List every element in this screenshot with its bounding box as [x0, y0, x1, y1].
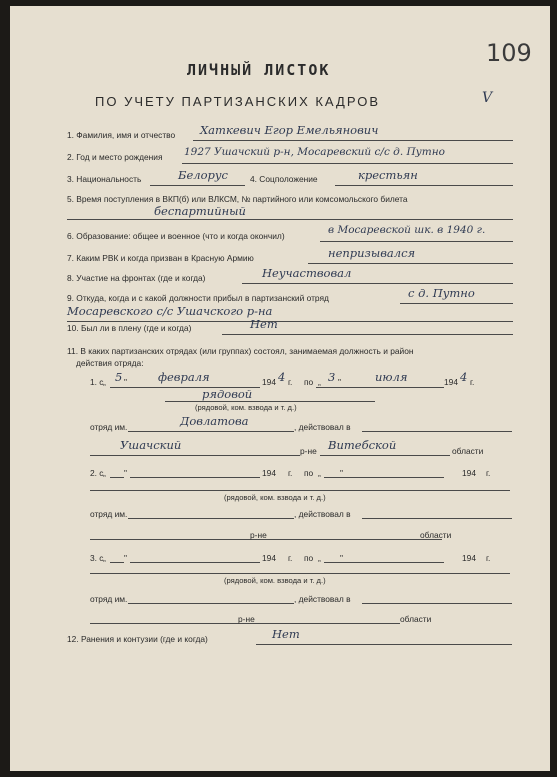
field-8-label: 8. Участие на фронтах (где и когда): [67, 273, 206, 283]
document-title: ЛИЧНЫЙ ЛИСТОК: [187, 61, 331, 79]
field-12-line: [256, 644, 512, 645]
field-6-value: в Мосаревской шк. в 1940 г.: [328, 224, 486, 236]
unit-1-oblast: Витебской: [328, 438, 397, 452]
unit-1-to-month: июля: [375, 370, 408, 384]
unit-1-role: рядовой: [202, 387, 253, 401]
field-9-line: [400, 303, 513, 304]
field-8-line: [242, 283, 513, 284]
field-7-value: непризывался: [328, 246, 416, 260]
field-1-line: [193, 140, 513, 141]
field-6-label: 6. Образование: общее и военное (что и когда окончил): [67, 231, 285, 241]
field-2-line: [182, 163, 513, 164]
field-11-label-2: действия отряда:: [76, 358, 144, 368]
page-number: 109: [486, 39, 532, 67]
unit-1-year: 4: [278, 370, 286, 384]
field-3-value: Белорус: [178, 168, 228, 182]
field-5-label: 5. Время поступления в ВКП(б) или ВЛКСМ, № партийного или комсомольского билета: [67, 194, 408, 204]
unit-1-number: 1. с: [90, 377, 104, 387]
document-sheet: 109 ЛИЧНЫЙ ЛИСТОК ПО УЧЕТУ ПАРТИЗАНСКИХ КАДРОВ V 1. Фамилия, имя и отчество Хаткевич Егор Емельянович 2. Год и место рождения 1927 Ушачский р-н, Мосаревский с/с д. Путно 3. Национальность Белорус 4. Соцположение крестьян 5. Время поступления в ВКП(б) или ВЛКСМ, № партийного или комсомольского билета беспартийный 6. Образование: общее и военное (что и когда окончил) в Мосаревской шк. в 1940 г. 7. Каким РВК и когда призван в Красную Армию непризывался 8. Участие на фронтах (где и когда) Неучаствовал 9. Откуда, когда и с какой должности прибыл в партизанский отряд с д. Путно Мосаревского с/с Ушачского р-на 10. Был ли в плену (где и когда) Нет 11. В каких партизанских отрядах (или группах) состоял, занимаемая должность и район действия отряда: 1. с „ 5 " февраля 194 4 г. по „ 3 " июля 194 4 г. рядовой (рядовой, ком. взвода и т. д.) отряд им. Довлатова , действовал в Ушачский р-не Витебской области 2. с „ " 194 г. по „ " 194 г. (рядовой, ком. взвода и т. д.) отряд им. , действовал в р-не области 3. с „ " 194 г. по „ " 194 г. (рядовой, ком. взвода и т. д.) отряд им. , действовал в р-не области 12. Ранения и контузии (где и когда) Нет: [10, 6, 550, 771]
field-10-line: [222, 334, 513, 335]
field-9-line-2: [67, 321, 513, 322]
field-5-value: беспартийный: [154, 204, 246, 218]
field-4-label: 4. Соцположение: [250, 174, 318, 184]
field-3-line: [150, 185, 245, 186]
check-mark: V: [482, 90, 493, 106]
document-subtitle: ПО УЧЕТУ ПАРТИЗАНСКИХ КАДРОВ: [95, 94, 381, 109]
field-9-label: 9. Откуда, когда и с какой должности прибыл в партизанский отряд: [67, 293, 329, 303]
field-1-value: Хаткевич Егор Емельянович: [200, 123, 379, 137]
unit-1-day: 5: [115, 370, 123, 384]
field-12-label: 12. Ранения и контузии (где и когда): [67, 634, 208, 644]
field-11-label: 11. В каких партизанских отрядах (или группах) состоял, занимаемая должность и район: [67, 346, 414, 356]
field-8-value: Неучаствовал: [262, 266, 352, 280]
field-1-label: 1. Фамилия, имя и отчество: [67, 130, 176, 140]
field-2-value: 1927 Ушачский р-н, Мосаревский с/с д. Путно: [184, 146, 445, 158]
field-12-value: Нет: [272, 627, 300, 641]
field-6-line: [320, 241, 513, 242]
field-7-line: [308, 263, 513, 264]
unit-3-number: 3. с: [90, 553, 104, 563]
field-5-line: [67, 219, 513, 220]
field-9-value-2: Мосаревского с/с Ушачского р-на: [67, 304, 273, 318]
field-7-label: 7. Каким РВК и когда призван в Красную Армию: [67, 253, 254, 263]
unit-1-to-day: 3: [328, 370, 336, 384]
field-9-value: с д. Путно: [408, 286, 475, 300]
field-3-label: 3. Национальность: [67, 174, 142, 184]
unit-2-number: 2. с: [90, 468, 104, 478]
unit-1-rayon: Ушачский: [120, 438, 182, 452]
field-2-label: 2. Год и место рождения: [67, 152, 163, 162]
field-4-line: [335, 185, 513, 186]
unit-1-month: февраля: [158, 370, 210, 384]
field-10-label: 10. Был ли в плену (где и когда): [67, 323, 192, 333]
field-4-value: крестьян: [358, 168, 418, 182]
field-10-value: Нет: [250, 317, 278, 331]
unit-1-otryad: Довлатова: [180, 414, 249, 428]
unit-1-to-year: 4: [460, 370, 468, 384]
